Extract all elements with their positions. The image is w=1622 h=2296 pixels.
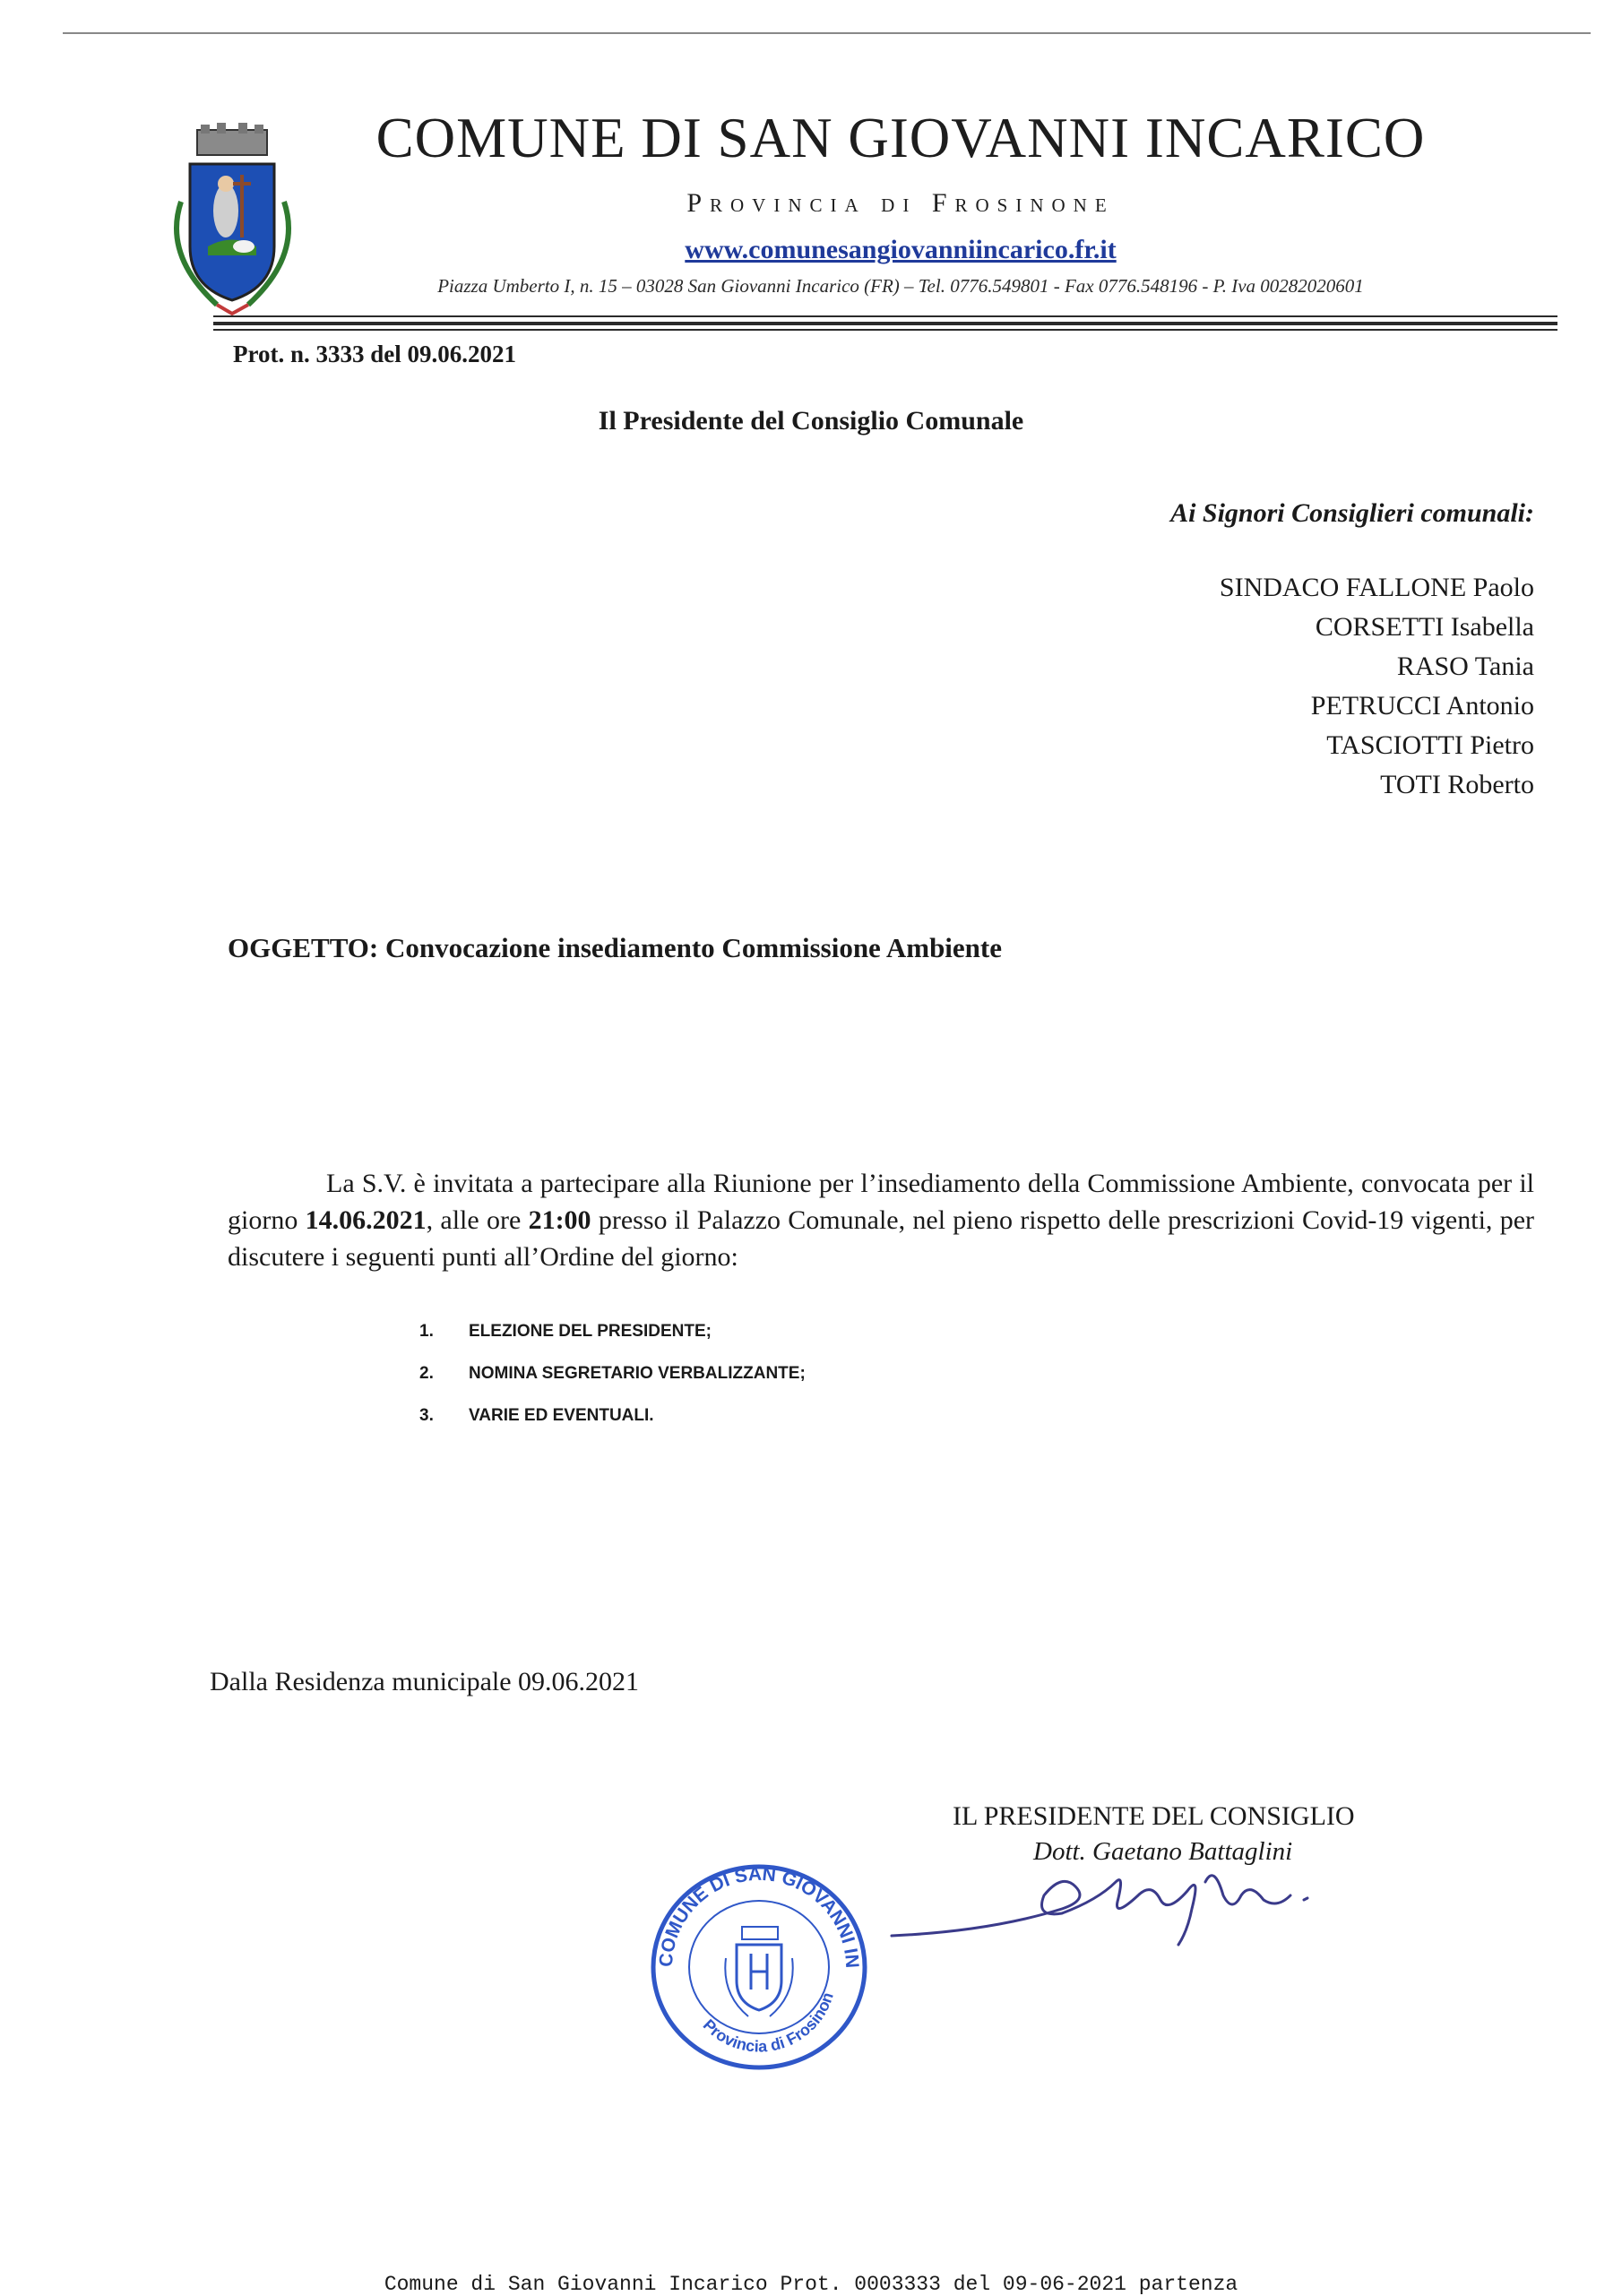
province-name: Provincia di Frosinone (686, 188, 1115, 218)
meeting-date: 14.06.2021 (305, 1205, 427, 1235)
closing-place-date: Dalla Residenza municipale 09.06.2021 (210, 1667, 640, 1696)
agenda-item-text: VARIE ED EVENTUALI. (469, 1406, 654, 1425)
office-address: Piazza Umberto I, n. 15 – 03028 San Giovanni Incarico (FR) – Tel. 0776.549801 - Fax 0776.548196 - P. Iva 00282020601 (437, 275, 1364, 297)
handwritten-signature (883, 1846, 1367, 1963)
body-text-part: La S.V. è invitata a partecipare alla Riunione per l’insediamento della Commissione Ambiente, convocata per il giorno (228, 1169, 1534, 1235)
recipient-list (1220, 568, 1534, 805)
stamp-text: COMUNE DI SAN GIOVANNI IN (655, 1863, 863, 1969)
subject-line: OGGETTO: Convocazione insediamento Commissione Ambiente (228, 932, 1003, 963)
municipality-title: COMUNE DI SAN GIOVANNI INCARICO (375, 107, 1426, 169)
signatory-title: IL PRESIDENTE DEL CONSIGLIO (953, 1801, 1355, 1831)
recipient-name: PETRUCCI Antonio (1310, 691, 1534, 721)
recipient-name: TASCIOTTI Pietro (1326, 730, 1534, 760)
svg-text:COMUNE DI SAN GIOVANNI INCARIC (636, 1846, 862, 1969)
recipient-name: RASO Tania (1396, 652, 1534, 681)
agenda-item-text: ELEZIONE DEL PRESIDENTE; (469, 1322, 712, 1341)
agenda-item-number: 2. (419, 1364, 434, 1383)
agenda-item-number: 1. (419, 1322, 434, 1341)
agenda-item (419, 1406, 806, 1448)
agenda-item (419, 1322, 806, 1364)
agenda-list (419, 1322, 806, 1448)
header-rule-thick (213, 322, 1557, 325)
agenda-item-number: 3. (419, 1406, 434, 1425)
signatory-name: Dott. Gaetano Battaglini (1033, 1837, 1293, 1866)
recipient-name: CORSETTI Isabella (1315, 612, 1534, 642)
official-stamp (636, 1846, 883, 2079)
agenda-item-text: NOMINA SEGRETARIO VERBALIZZANTE; (469, 1364, 806, 1383)
meeting-time: 21:00 (528, 1205, 591, 1235)
protocol-reference: Prot. n. 3333 del 09.06.2021 (233, 341, 516, 367)
registry-footer: Comune di San Giovanni Incarico Prot. 0003333 del 09-06-2021 partenza (384, 2273, 1238, 2296)
stamp-subtext: Provincia di Frosinon (699, 1990, 837, 2056)
body-paragraph (228, 1165, 1534, 1275)
agenda-item (419, 1364, 806, 1406)
recipient-name: SINDACO FALLONE Paolo (1219, 573, 1534, 602)
recipient-name: TOTI Roberto (1380, 770, 1534, 799)
sender-title: Il Presidente del Consiglio Comunale (598, 406, 1024, 436)
website-link[interactable]: www.comunesangiovanniincarico.fr.it (685, 235, 1117, 264)
body-text-part: presso il Palazzo Comunale, nel pieno rispetto delle prescrizioni Covid-19 vigenti, per discutere i seguenti punti all’Ordine del giorno: (228, 1205, 1534, 1272)
body-text-part: , alle ore (426, 1205, 529, 1235)
header-rule-thin-2 (213, 329, 1557, 331)
top-scan-line (63, 32, 1591, 34)
header-rule-thin (213, 315, 1557, 317)
recipients-heading: Ai Signori Consiglieri comunali: (1170, 498, 1534, 528)
